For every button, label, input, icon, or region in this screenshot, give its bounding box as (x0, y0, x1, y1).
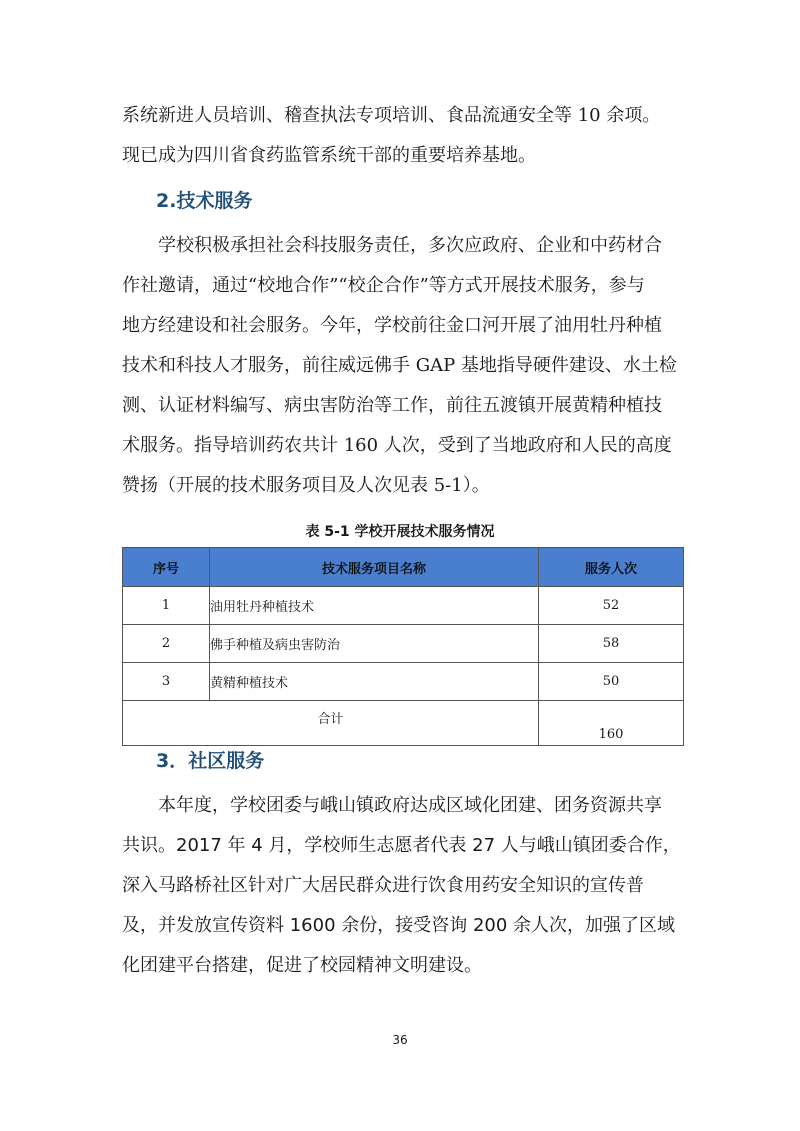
section-heading-community-service: 3．社区服务 (156, 750, 265, 772)
technical-service-paragraph (122, 226, 684, 506)
column-header-service-count: 服务人次 (539, 548, 684, 587)
total-label: 合计 (123, 701, 539, 746)
page-number: 36 (392, 1033, 408, 1047)
text-line: 及，并发放宣传资料 1600 余份，接受咨询 200 余人次，加强了区域 (122, 915, 676, 936)
table-total-row (123, 701, 684, 746)
cell-project-name: 佛手种植及病虫害防治 (210, 625, 539, 663)
column-header-number: 序号 (123, 548, 210, 587)
text-line: 技术和科技人才服务，前往威远佛手 GAP 基地指导硬件建设、水土检 (122, 355, 677, 376)
cell-project-name: 黄精种植技术 (210, 663, 539, 701)
text-line: 术服务。指导培训药农共计 160 人次，受到了当地政府和人民的高度 (122, 435, 672, 456)
text-line: 地方经建设和社会服务。今年，学校前往金口河开展了油用牡丹种植 (122, 315, 662, 336)
table-row (123, 587, 684, 625)
total-value: 160 (539, 701, 684, 746)
cell-project-name: 油用牡丹种植技术 (210, 587, 539, 625)
cell-number: 2 (123, 625, 210, 663)
table-caption: 表 5-1 学校开展技术服务情况 (305, 524, 495, 540)
column-header-project-name: 技术服务项目名称 (210, 548, 539, 587)
cell-number: 1 (123, 587, 210, 625)
text-line: 系统新进人员培训、稽查执法专项培训、食品流通安全等 10 余项。 (122, 105, 661, 126)
community-service-paragraph (122, 786, 684, 986)
text-line: 共识。2017 年 4 月，学校师生志愿者代表 27 人与峨山镇团委合作， (122, 835, 681, 856)
section-heading-technical-service: 2.技术服务 (156, 190, 253, 212)
intro-paragraph (122, 96, 684, 176)
text-line: 深入马路桥社区针对广大居民群众进行饮食用药安全知识的宣传普 (122, 875, 644, 896)
table-header-row (123, 548, 684, 587)
technical-service-table (122, 547, 684, 746)
text-line: 赞扬（开展的技术服务项目及人次见表 5-1）。 (122, 475, 490, 496)
cell-service-count: 50 (539, 663, 684, 701)
cell-service-count: 58 (539, 625, 684, 663)
cell-number: 3 (123, 663, 210, 701)
text-line: 作社邀请，通过“校地合作”“校企合作”等方式开展技术服务，参与 (122, 275, 645, 296)
text-line: 测、认证材料编写、病虫害防治等工作，前往五渡镇开展黄精种植技 (122, 395, 662, 416)
table-row (123, 663, 684, 701)
cell-service-count: 52 (539, 587, 684, 625)
text-line: 现已成为四川省食药监管系统干部的重要培养基地。 (122, 145, 536, 166)
text-line: 化团建平台搭建，促进了校园精神文明建设。 (122, 955, 482, 976)
text-line: 学校积极承担社会科技服务责任，多次应政府、企业和中药材合 (122, 235, 662, 256)
text-line: 本年度，学校团委与峨山镇政府达成区域化团建、团务资源共享 (122, 795, 662, 816)
table-row (123, 625, 684, 663)
